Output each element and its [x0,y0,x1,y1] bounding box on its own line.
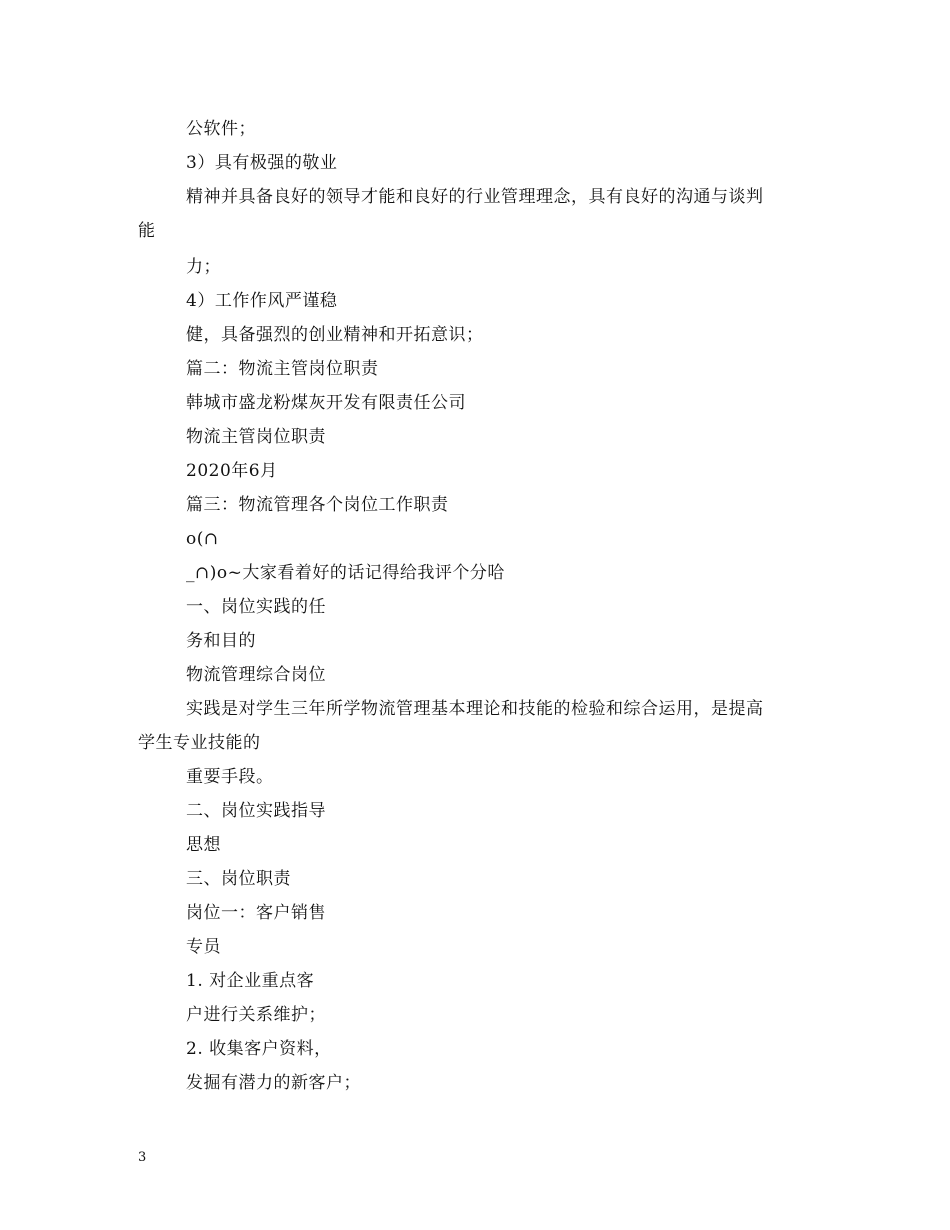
text-line: 2020年6月 [186,461,278,481]
text-line: 重要手段。 [186,767,274,787]
text-line: 2. 收集客户资料， [186,1039,332,1059]
text-line: 户进行关系维护； [186,1005,326,1025]
text-line: 健，具备强烈的创业精神和开拓意识； [186,325,484,345]
text-line: 物流管理综合岗位 [186,665,326,685]
text-line: 1. 对企业重点客 [186,971,315,991]
text-line: _∩)o~大家看着好的话记得给我评个分哈 [186,563,505,583]
text-line: 学生专业技能的 [138,733,261,753]
text-line: 专员 [186,937,221,957]
text-line: 3）具有极强的敬业 [186,153,338,173]
text-line: 实践是对学生三年所学物流管理基本理论和技能的检验和综合运用，是提高 [186,699,764,719]
text-line: 岗位一：客户销售 [186,903,326,923]
text-line: 力； [186,257,221,277]
text-line: 一、岗位实践的任 [186,597,326,617]
text-line: 韩城市盛龙粉煤灰开发有限责任公司 [186,393,466,413]
text-line: 精神并具备良好的领导才能和良好的行业管理理念，具有良好的沟通与谈判 [186,187,764,207]
text-line: 务和目的 [186,631,256,651]
section-heading: 篇三：物流管理各个岗位工作职责 [186,495,449,515]
text-line: 能 [138,221,156,241]
text-line: 二、岗位实践指导 [186,801,326,821]
text-line: 4）工作作风严谨稳 [186,291,338,311]
text-line: o(∩ [186,529,219,549]
section-heading: 篇二：物流主管岗位职责 [186,359,379,379]
text-line: 思想 [186,835,221,855]
text-line: 物流主管岗位职责 [186,427,326,447]
text-line: 公软件； [186,119,256,139]
page-number: 3 [138,1150,147,1165]
text-line: 发掘有潜力的新客户； [186,1073,361,1093]
section-heading: 三、岗位职责 [186,869,291,889]
